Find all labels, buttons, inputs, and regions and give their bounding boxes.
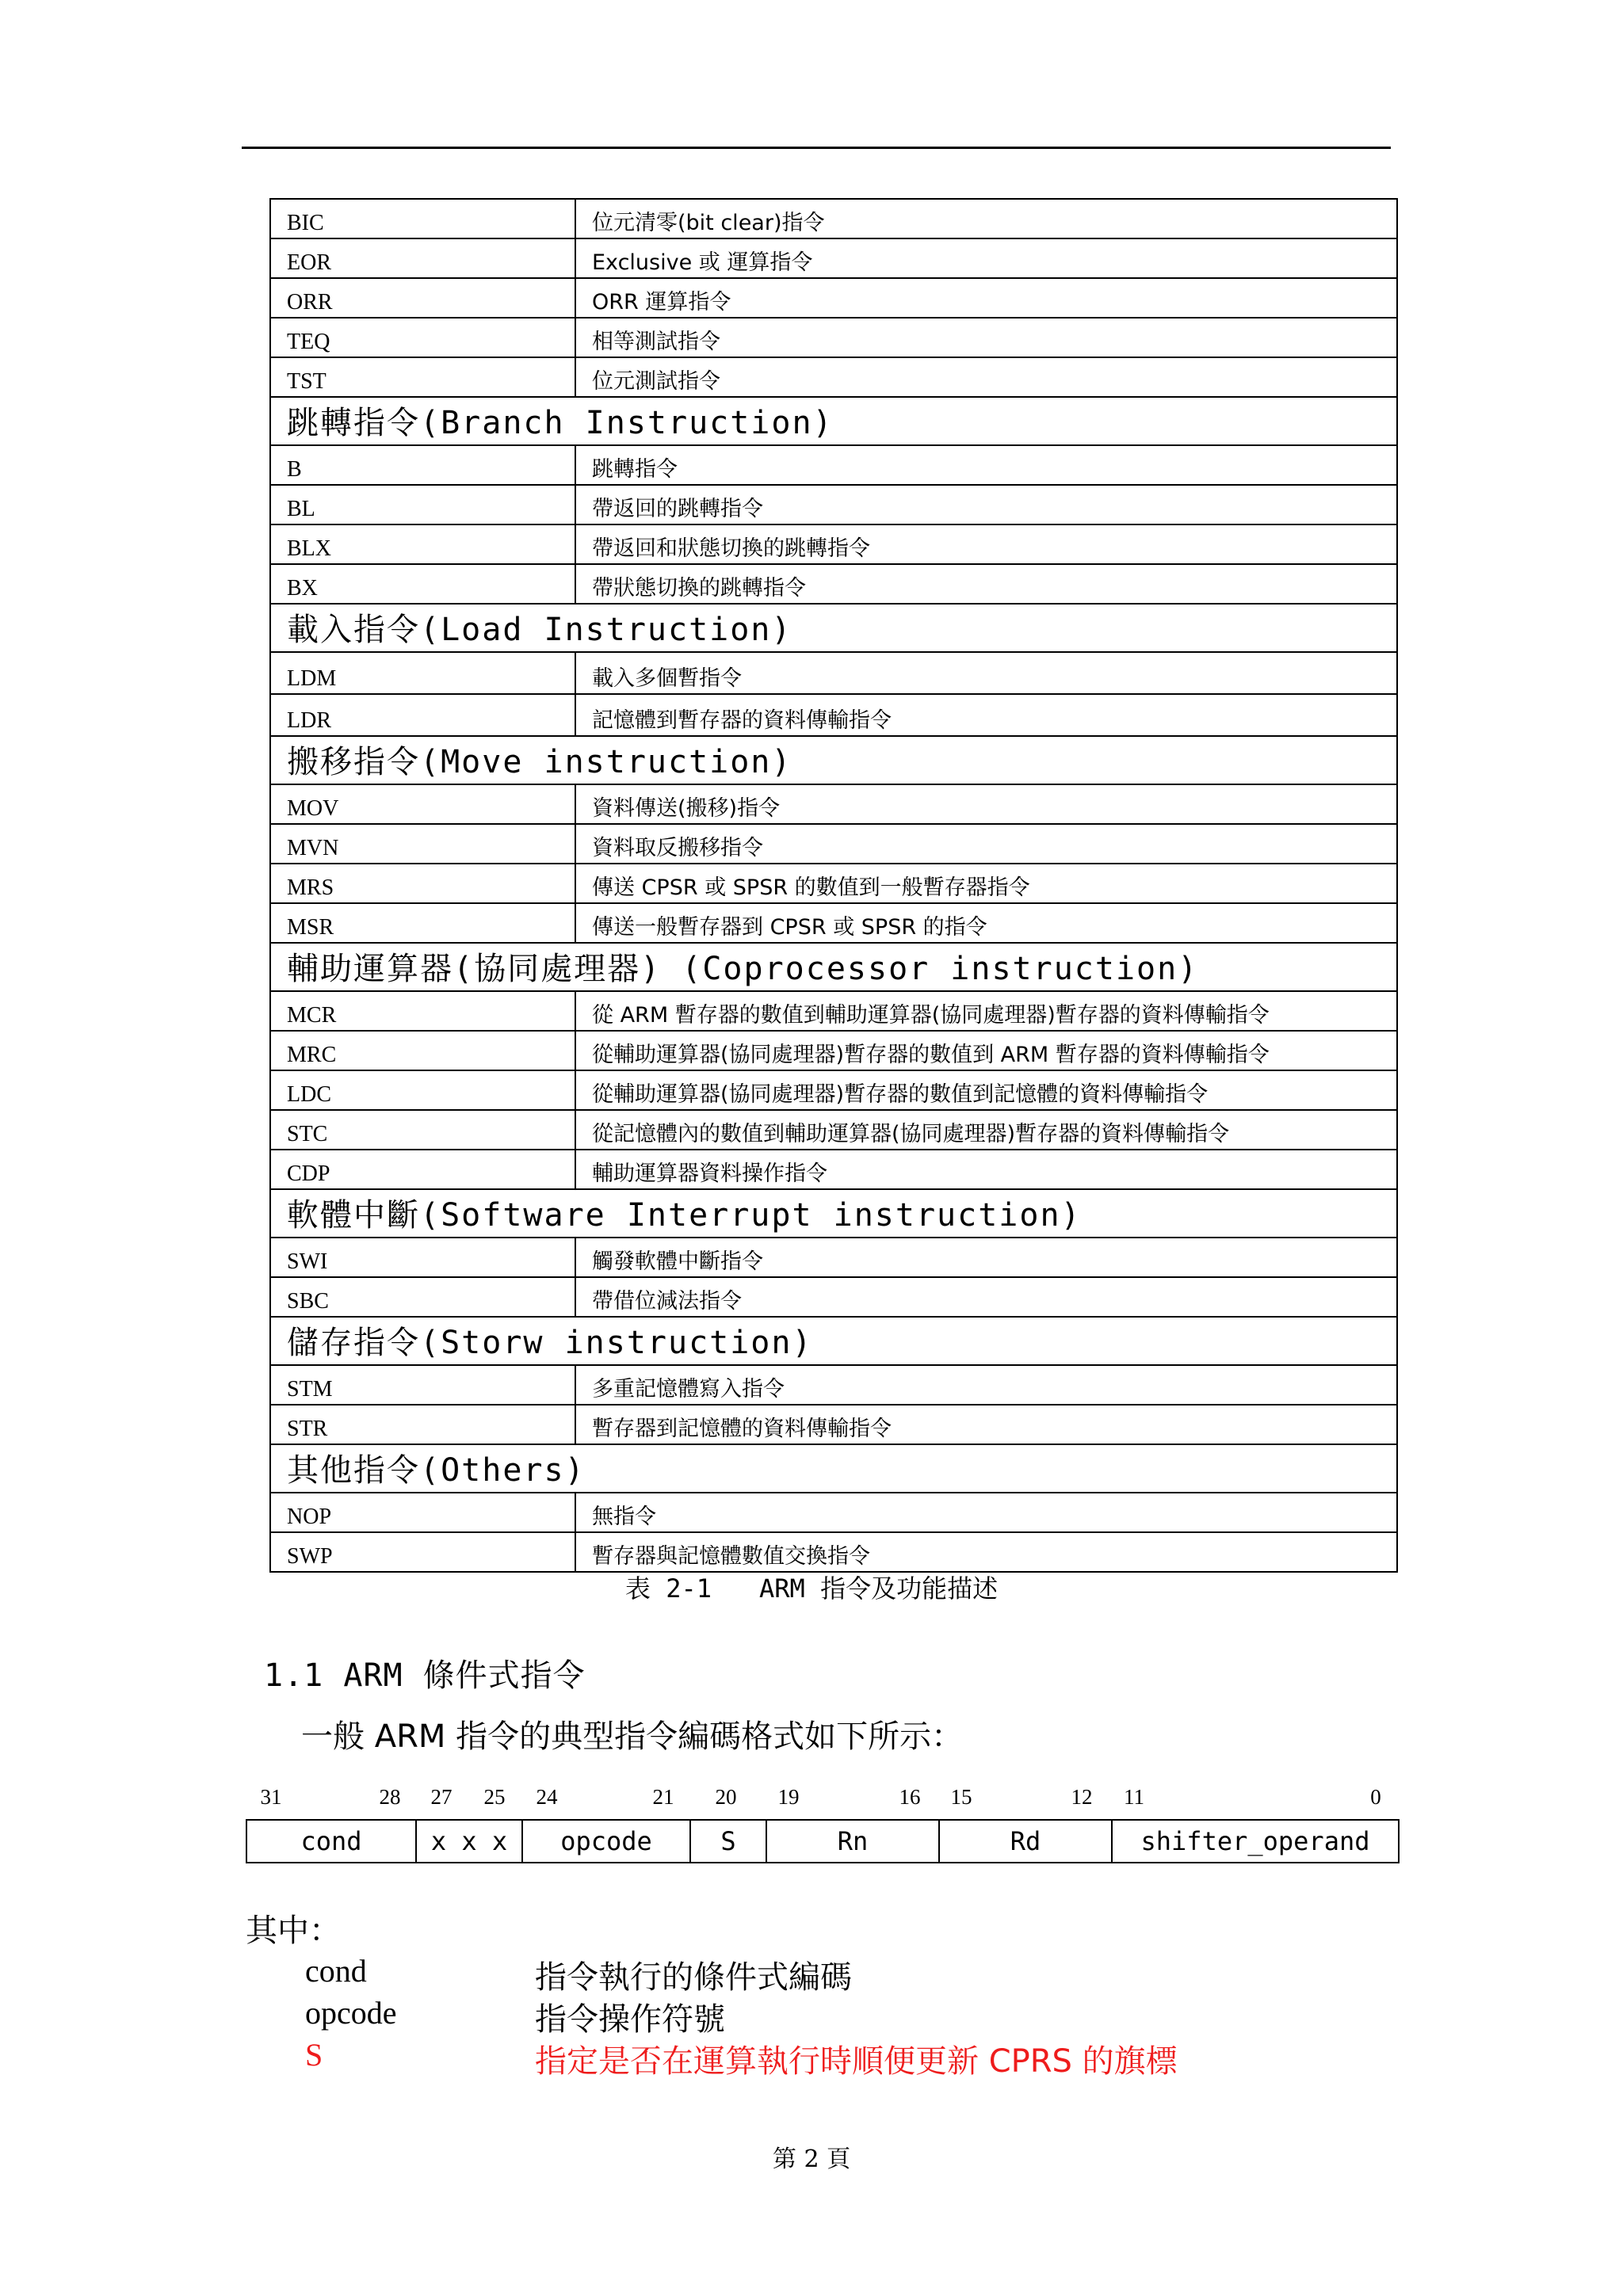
instruction-mnemonic: NOP: [270, 1493, 575, 1532]
instruction-description: 資料傳送(搬移)指令: [575, 784, 1397, 824]
instruction-row: [270, 357, 1397, 397]
instruction-row: [270, 784, 1397, 824]
instruction-mnemonic: MVN: [270, 824, 575, 864]
category-title: 輔助運算器(協同處理器) (Coprocessor instruction): [270, 943, 1397, 991]
instruction-mnemonic: SWI: [270, 1238, 575, 1277]
definition-desc: 指定是否在運算執行時順便更新 CPRS 的旗標: [535, 2043, 1178, 2080]
format-field: Rd: [939, 1820, 1112, 1863]
instruction-row: [270, 1405, 1397, 1444]
instruction-row: [270, 652, 1397, 694]
instruction-mnemonic: MOV: [270, 784, 575, 824]
instruction-table: [269, 198, 1398, 1573]
instruction-row: [270, 1365, 1397, 1405]
format-fields-row: [246, 1820, 1399, 1863]
bit-number: 0: [1370, 1785, 1381, 1809]
instruction-description: Exclusive 或 運算指令: [575, 238, 1397, 278]
instruction-mnemonic: LDC: [270, 1070, 575, 1110]
instruction-mnemonic: BIC: [270, 199, 575, 238]
category-title: 跳轉指令(Branch Instruction): [270, 397, 1397, 445]
instruction-row: [270, 238, 1397, 278]
instruction-mnemonic: BLX: [270, 524, 575, 564]
instruction-row: [270, 278, 1397, 318]
where-label: 其中：: [246, 1913, 341, 1949]
instruction-row: [270, 1238, 1397, 1277]
instruction-row: [270, 318, 1397, 357]
definition-desc: 指令執行的條件式編碼: [535, 1959, 852, 1996]
header-rule: [242, 147, 1391, 149]
instruction-description: 跳轉指令: [575, 445, 1397, 485]
category-header-row: [270, 736, 1397, 784]
instruction-mnemonic: LDM: [270, 652, 575, 694]
bit-number: 21: [652, 1785, 674, 1809]
instruction-description: 輔助運算器資料操作指令: [575, 1150, 1397, 1189]
instruction-row: [270, 1277, 1397, 1317]
instruction-format-table: [246, 1819, 1400, 1863]
table-caption: [0, 1569, 1623, 1605]
format-field: S: [690, 1820, 766, 1863]
bit-number: 11: [1124, 1785, 1144, 1809]
instruction-description: 位元測試指令: [575, 357, 1397, 397]
instruction-description: 從輔助運算器(協同處理器)暫存器的數值到 ARM 暫存器的資料傳輸指令: [575, 1031, 1397, 1070]
category-title: 搬移指令(Move instruction): [270, 736, 1397, 784]
instruction-mnemonic: TST: [270, 357, 575, 397]
definition-term: cond: [305, 1953, 367, 1989]
format-field: Rn: [766, 1820, 939, 1863]
instruction-description: 傳送一般暫存器到 CPSR 或 SPSR 的指令: [575, 903, 1397, 943]
instruction-description: 從記憶體內的數值到輔助運算器(協同處理器)暫存器的資料傳輸指令: [575, 1110, 1397, 1150]
instruction-row: [270, 1110, 1397, 1150]
instruction-description: 多重記憶體寫入指令: [575, 1365, 1397, 1405]
instruction-description: 載入多個暫指令: [575, 652, 1397, 694]
section-title: 1.1 ARM 條件式指令: [264, 1657, 586, 1694]
instruction-mnemonic: LDR: [270, 694, 575, 736]
instruction-description: 從 ARM 暫存器的數值到輔助運算器(協同處理器)暫存器的資料傳輸指令: [575, 991, 1397, 1031]
bit-number: 27: [430, 1785, 453, 1809]
instruction-mnemonic: EOR: [270, 238, 575, 278]
instruction-mnemonic: ORR: [270, 278, 575, 318]
bit-number: 12: [1071, 1785, 1093, 1809]
category-header-row: [270, 1189, 1397, 1238]
bit-number: 15: [950, 1785, 972, 1809]
instruction-description: 觸發軟體中斷指令: [575, 1238, 1397, 1277]
instruction-row: [270, 864, 1397, 903]
instruction-row: [270, 524, 1397, 564]
instruction-mnemonic: BL: [270, 485, 575, 524]
instruction-row: [270, 1150, 1397, 1189]
bit-number: 20: [715, 1785, 737, 1809]
format-field: opcode: [522, 1820, 690, 1863]
instruction-row: [270, 1031, 1397, 1070]
instruction-description: 帶借位減法指令: [575, 1277, 1397, 1317]
instruction-mnemonic: STC: [270, 1110, 575, 1150]
category-header-row: [270, 1444, 1397, 1493]
bit-number: 19: [777, 1785, 800, 1809]
instruction-mnemonic: MRS: [270, 864, 575, 903]
instruction-mnemonic: SWP: [270, 1532, 575, 1572]
caption-text: ARM 指令及功能描述: [759, 1573, 999, 1604]
instruction-mnemonic: B: [270, 445, 575, 485]
instruction-row: [270, 694, 1397, 736]
category-header-row: [270, 604, 1397, 652]
format-field: shifter_operand: [1112, 1820, 1399, 1863]
instruction-mnemonic: MCR: [270, 991, 575, 1031]
category-title: 載入指令(Load Instruction): [270, 604, 1397, 652]
instruction-description: 記憶體到暫存器的資料傳輸指令: [575, 694, 1397, 736]
format-field: cond: [246, 1820, 416, 1863]
instruction-row: [270, 199, 1397, 238]
instruction-row: [270, 1493, 1397, 1532]
bit-number: 31: [260, 1785, 282, 1809]
instruction-row: [270, 1532, 1397, 1572]
page-number: 第 2 頁: [772, 2145, 851, 2173]
instruction-description: 暫存器到記憶體的資料傳輸指令: [575, 1405, 1397, 1444]
instruction-description: 帶返回的跳轉指令: [575, 485, 1397, 524]
category-header-row: [270, 943, 1397, 991]
instruction-mnemonic: MRC: [270, 1031, 575, 1070]
instruction-mnemonic: TEQ: [270, 318, 575, 357]
instruction-row: [270, 1070, 1397, 1110]
bit-number: 16: [899, 1785, 921, 1809]
instruction-description: 帶狀態切換的跳轉指令: [575, 564, 1397, 604]
instruction-mnemonic: SBC: [270, 1277, 575, 1317]
bit-number: 25: [483, 1785, 506, 1809]
instruction-description: ORR 運算指令: [575, 278, 1397, 318]
instruction-mnemonic: MSR: [270, 903, 575, 943]
instruction-row: [270, 991, 1397, 1031]
bit-number: 28: [379, 1785, 401, 1809]
instruction-mnemonic: STM: [270, 1365, 575, 1405]
definition-desc: 指令操作符號: [535, 2001, 725, 2038]
instruction-mnemonic: BX: [270, 564, 575, 604]
instruction-description: 帶返回和狀態切換的跳轉指令: [575, 524, 1397, 564]
caption-label: 表 2-1: [624, 1573, 712, 1604]
instruction-mnemonic: CDP: [270, 1150, 575, 1189]
bit-number: 24: [536, 1785, 558, 1809]
instruction-description: 相等測試指令: [575, 318, 1397, 357]
definition-term: S: [305, 2037, 323, 2073]
instruction-row: [270, 824, 1397, 864]
instruction-description: 無指令: [575, 1493, 1397, 1532]
instruction-row: [270, 903, 1397, 943]
category-title: 儲存指令(Storw instruction): [270, 1317, 1397, 1365]
instruction-mnemonic: STR: [270, 1405, 575, 1444]
section-intro: 一般 ARM 指令的典型指令編碼格式如下所示：: [301, 1718, 964, 1755]
instruction-description: 資料取反搬移指令: [575, 824, 1397, 864]
instruction-row: [270, 485, 1397, 524]
definition-term: opcode: [305, 1995, 397, 2031]
category-title: 軟體中斷(Software Interrupt instruction): [270, 1189, 1397, 1238]
category-title: 其他指令(Others): [270, 1444, 1397, 1493]
category-header-row: [270, 1317, 1397, 1365]
format-field: x x x: [416, 1820, 522, 1863]
instruction-description: 位元清零(bit clear)指令: [575, 199, 1397, 238]
instruction-description: 暫存器與記憶體數值交換指令: [575, 1532, 1397, 1572]
instruction-row: [270, 445, 1397, 485]
instruction-row: [270, 564, 1397, 604]
instruction-description: 從輔助運算器(協同處理器)暫存器的數值到記憶體的資料傳輸指令: [575, 1070, 1397, 1110]
category-header-row: [270, 397, 1397, 445]
instruction-description: 傳送 CPSR 或 SPSR 的數值到一般暫存器指令: [575, 864, 1397, 903]
